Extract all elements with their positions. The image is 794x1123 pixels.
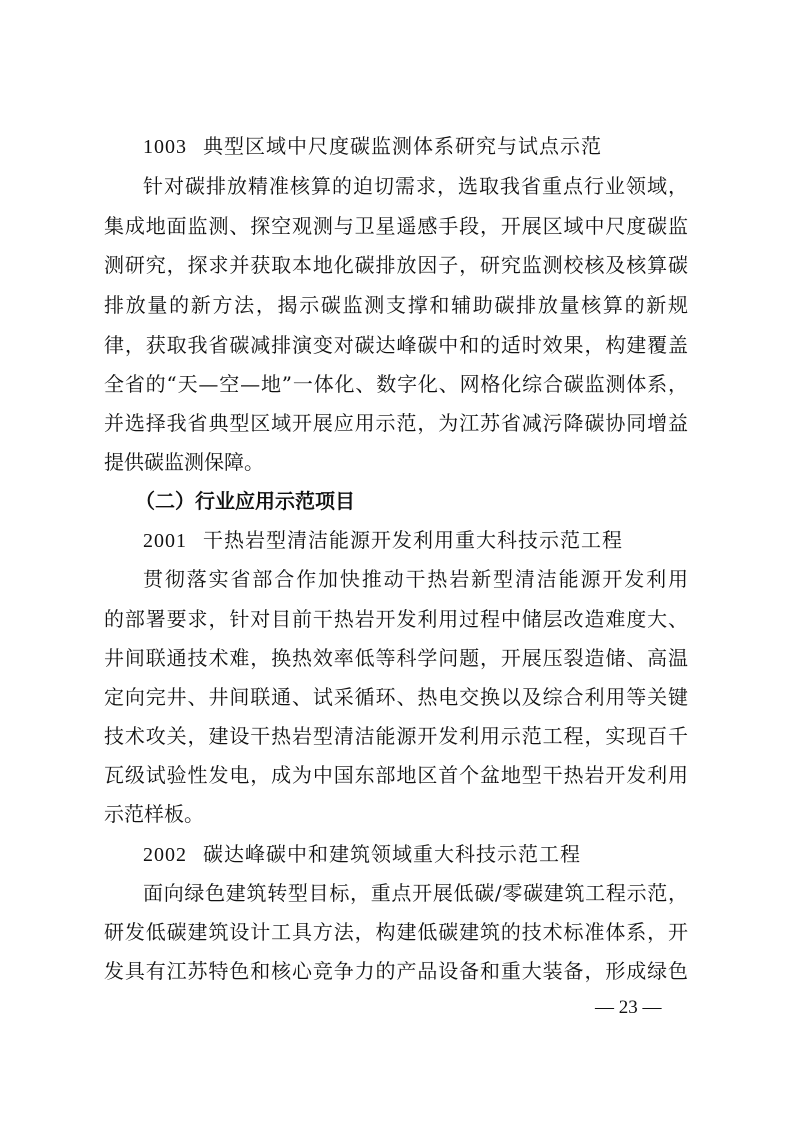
page-number: — 23 — — [595, 997, 662, 1018]
paragraph-line: 技术攻关，建设干热岩型清洁能源开发利用示范工程，实现百千 — [104, 724, 688, 748]
project-number: 1003 — [143, 136, 187, 158]
paragraph-line: 并选择我省典型区域开展应用示范，为江苏省减污降碳协同增益 — [104, 411, 688, 435]
paragraph-line: 面向绿色建筑转型目标，重点开展低碳/零碳建筑工程示范， — [143, 881, 688, 905]
paragraph-line: 贯彻落实省部合作加快推动干热岩新型清洁能源开发利用 — [143, 567, 688, 591]
paragraph-line: 的部署要求，针对目前干热岩开发利用过程中储层改造难度大、 — [104, 607, 688, 631]
paragraph-line: 集成地面监测、探空观测与卫星遥感手段，开展区域中尺度碳监 — [104, 214, 688, 238]
paragraph-line: 研发低碳建筑设计工具方法，构建低碳建筑的技术标准体系，开 — [104, 920, 688, 944]
section-heading: （二）行业应用示范项目 — [135, 489, 355, 513]
paragraph-line: 井间联通技术难，换热效率低等科学问题，开展压裂造储、高温 — [104, 646, 688, 670]
paragraph-line: 全省的“天—空—地”一体化、数字化、网格化综合碳监测体系， — [104, 372, 688, 396]
paragraph-line: 测研究，探求并获取本地化碳排放因子，研究监测校核及核算碳 — [104, 253, 688, 277]
project-title: 典型区域中尺度碳监测体系研究与试点示范 — [203, 134, 602, 158]
project-number: 2001 — [143, 530, 187, 552]
paragraph-line: 排放量的新方法，揭示碳监测支撑和辅助碳排放量核算的新规 — [104, 293, 688, 317]
project-number: 2002 — [143, 844, 187, 866]
paragraph-line: 律，获取我省碳减排演变对碳达峰碳中和的适时效果，构建覆盖 — [104, 333, 688, 357]
project-title: 碳达峰碳中和建筑领域重大科技示范工程 — [203, 842, 581, 866]
paragraph-line: 瓦级试验性发电，成为中国东部地区首个盆地型干热岩开发利用 — [104, 763, 688, 787]
paragraph-line: 定向完井、井间联通、试采循环、热电交换以及综合利用等关键 — [104, 685, 688, 709]
project-heading-2002 — [143, 839, 688, 869]
project-heading-2001 — [143, 525, 688, 555]
paragraph-line: 示范样板。 — [104, 802, 204, 826]
paragraph-line: 发具有江苏特色和核心竞争力的产品设备和重大装备，形成绿色 — [104, 959, 688, 983]
project-title: 干热岩型清洁能源开发利用重大科技示范工程 — [203, 528, 623, 552]
paragraph-line: 提供碳监测保障。 — [104, 450, 264, 474]
paragraph-line: 针对碳排放精准核算的迫切需求，选取我省重点行业领域， — [143, 174, 688, 198]
project-heading-1003 — [143, 131, 688, 161]
